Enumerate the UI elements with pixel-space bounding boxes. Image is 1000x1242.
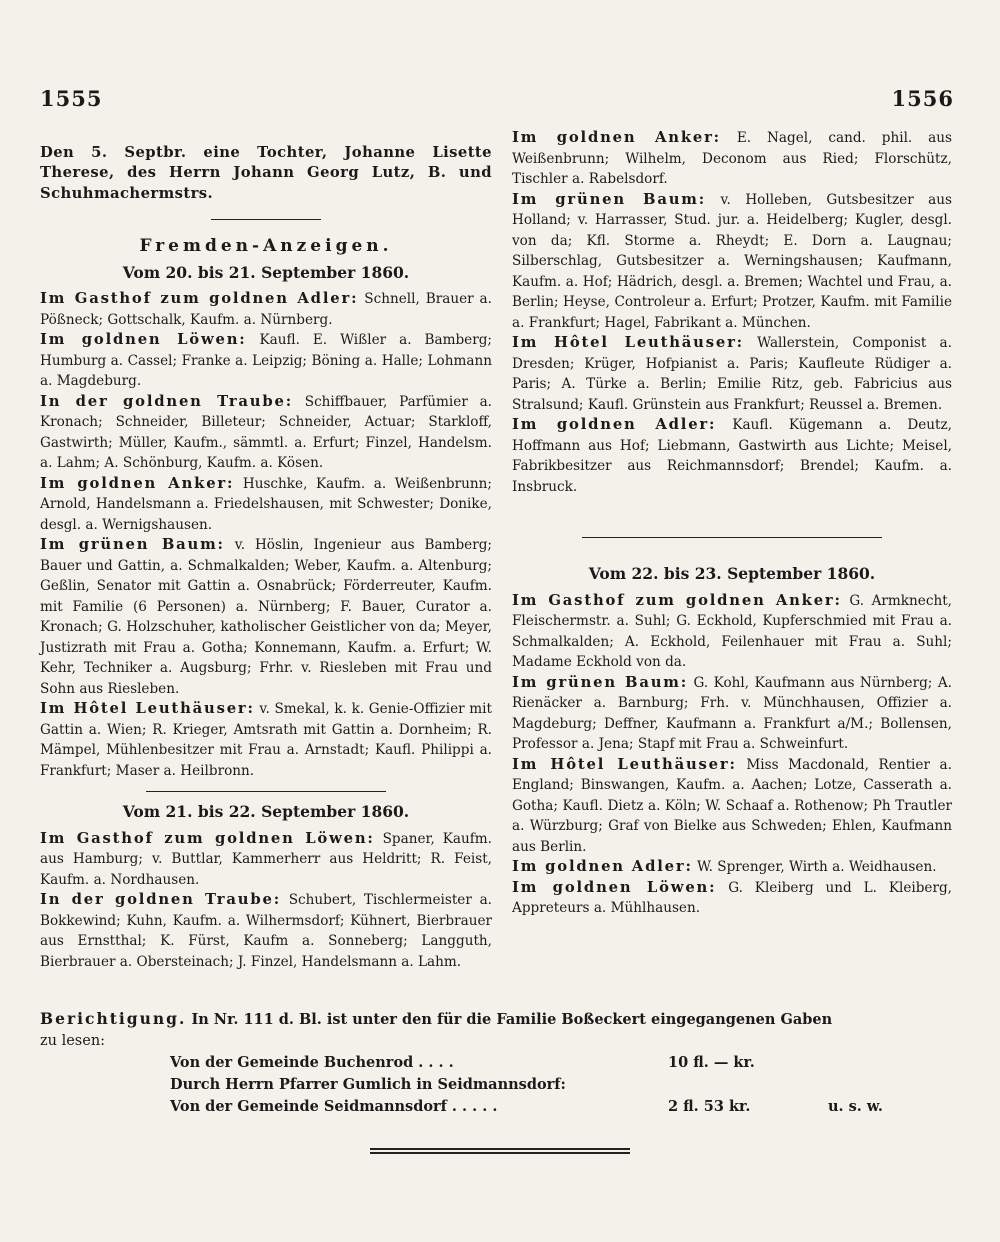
hotel-entry [40, 474, 492, 536]
hotel-entry [40, 890, 492, 972]
divider [582, 537, 882, 538]
date-heading: Vom 22. bis 23. September 1860. [588, 564, 876, 583]
correction-heading: Berichtigung. [40, 1009, 187, 1028]
donation-label: Von der Gemeinde Seidmannsdorf . . . . . [170, 1098, 498, 1115]
guest-list: Kaufl. Kügemann a. Deutz, Hoffmann aus Hof; Liebmann, Gastwirth aus Lichte; Meisel, Fabrikbesitzer aus Reichmannsdorf; Brendel; Kaufm. a. Insbruck. [512, 417, 953, 495]
donation-line [40, 1052, 960, 1074]
guest-list: Schnell, Brauer a. Pößneck; Gottschalk, Kaufm. a. Nürnberg. [40, 291, 492, 328]
hotel-name: Im goldnen Adler: [512, 416, 717, 433]
donation-amount: 2 fl. 53 kr. [668, 1098, 751, 1115]
donation-line [40, 1096, 960, 1118]
hotel-name: In der goldnen Traube: [40, 392, 293, 410]
donation-label: Von der Gemeinde Buchenrod . . . . [170, 1054, 454, 1071]
guest-list: G. Armknecht, Fleischermstr. a. Suhl; G. Eckhold, Kupferschmied mit Frau a. Schmalkalden; A. Eckhold, Feilenhauer mit Frau a. Suhl; Madame Eckhold von da. [512, 592, 952, 670]
hotel-name: Im Hôtel Leuthäuser: [40, 700, 255, 718]
correction-text: In Nr. 111 d. Bl. ist unter den für die Familie Boßeckert eingegangenen Gaben [186, 1011, 833, 1028]
guest-list: Schubert, Tischlermeister a. Bokkewind; Kuhn, Kaufm. a. Wilhermsdorf; Kühnert, Bierbrauer aus Ernstthal; K. Fürst, Kaufm a. Sonneberg; Langguth, Bierbrauer a. Obersteinach; J. Finzel, Handelsmann a. Lahm. [40, 892, 492, 970]
hotel-entry [40, 289, 492, 330]
date-heading: Vom 20. bis 21. September 1860. [122, 262, 410, 282]
birth-notice: Den 5. Septbr. eine Tochter, Johanne Lisette Therese, des Herrn Johann Georg Lutz, B. und Schuhmachermstrs. [40, 143, 492, 202]
guest-list: Miss Macdonald, Rentier a. England; Binswangen, Kaufm. a. Aachen; Lotze, Casserath a. Gotha; Kaufl. Dietz a. Köln; W. Schaaf a. Rothenow; Ph Trautler a. Würzburg; Graf von Bielke aus Schweden; Ehlen, Kaufmann aus Berlin. [512, 756, 952, 855]
donation-amount: 10 fl. — kr. [668, 1054, 755, 1071]
hotel-name: Im goldnen Löwen: [40, 331, 247, 349]
correction-notice [40, 1008, 960, 1031]
hotel-entry [512, 591, 952, 673]
hotel-name: Im Hôtel Leuthäuser: [512, 334, 744, 351]
right-column [512, 128, 952, 919]
hotel-name: Im grünen Baum: [40, 536, 225, 554]
hotel-entry [512, 673, 952, 755]
hotel-entry [512, 415, 952, 497]
guest-list: G. Kleiberg und L. Kleiberg, Appreteurs a. Mühlhausen. [512, 879, 952, 916]
guest-list: Huschke, Kaufm. a. Weißenbrunn; Arnold, Handelsmann a. Friedelshausen, mit Schwester; Donike, desgl. a. Wernigshausen. [40, 475, 492, 533]
donation-amount [668, 1074, 828, 1096]
divider [146, 791, 386, 792]
section-title: Fremden-Anzeigen. [139, 236, 393, 257]
guest-list: v. Höslin, Ingenieur aus Bamberg; Bauer und Gattin, a. Schmalkalden; Weber, Kaufm. a. Altenburg; Geßlin, Senator mit Gattin a. Osnabrück; Förderreuter, Kaufm. mit Familie (6 Personen) a. Nürnberg; F. Bauer, Curator a. Kronach; G. Holzschuher, katholischer Geistlicher von da; Meyer, Justizrath mit Frau a. Gotha; Konnemann, Kaufm. a. Erfurt; W. Kehr, Techniker a. Augsburg; Frhr. v. Riesleben mit Frau und Sohn aus Riesleben. [40, 537, 492, 697]
donation-line [40, 1074, 960, 1096]
hotel-name: Im goldnen Adler: [512, 858, 693, 875]
hotel-name: Im goldnen Anker: [512, 129, 721, 146]
closing-double-rule [370, 1148, 630, 1154]
guest-list: v. Smekal, k. k. Genie-Offizier mit Gattin a. Wien; R. Krieger, Amtsrath mit Gattin a. Dornheim; R. Mämpel, Mühlenbesitzer mit Frau a. Arnstadt; Kaufl. Philippi a. Frankfurt; Maser a. Heilbronn. [40, 701, 492, 779]
hotel-name: Im goldnen Anker: [40, 474, 235, 492]
donation-label: Durch Herrn Pfarrer Gumlich in Seidmannsdorf: [170, 1076, 566, 1093]
page-number-right: 1556 [891, 86, 954, 111]
hotel-name: Im grünen Baum: [512, 673, 689, 691]
donation-extra [828, 1074, 938, 1096]
guest-list: Wallerstein, Componist a. Dresden; Krüger, Hofpianist a. Paris; Kaufleute Rüdiger a. Paris; A. Türke a. Berlin; Emilie Ritz, geb. Fabricius aus Stralsund; Kaufl. Grünstein aus Frankfurt; Reussel a. Bremen. [512, 335, 952, 413]
guest-list: E. Nagel, cand. phil. aus Weißenbrunn; Wilhelm, Deconom aus Ried; Florschütz, Tischler a. Rabelsdorf. [512, 130, 952, 187]
hotel-entry [40, 330, 492, 392]
hotel-entry [40, 392, 492, 474]
correction-section [40, 1008, 960, 1154]
guest-list: v. Holleben, Gutsbesitzer aus Holland; v. Harrasser, Stud. jur. a. Heidelberg; Kugler, desgl. von da; Kfl. Storme a. Rheydt; E. Dorn a. Laugnau; Silberschlag, Gutsbesitzer a. Werningshausen; Kaufmann, Kaufm. a. Hof; Hädrich, desgl. a. Bremen; Wachtel und Frau, a. Berlin; Heyse, Controleur a. Erfurt; Protzer, Kaufm. mit Familie a. Frankfurt; Hagel, Fabrikant a. München. [512, 191, 953, 331]
hotel-entry [512, 333, 952, 415]
correction-continuation: zu lesen: [40, 1033, 106, 1049]
left-column [40, 128, 492, 972]
hotel-entry [512, 857, 952, 878]
hotel-name: Im goldnen Löwen: [512, 878, 717, 896]
hotel-entry [40, 699, 492, 781]
guest-list: Kaufl. E. Wißler a. Bamberg; Humburg a. Cassel; Franke a. Leipzig; Böning a. Halle; Lohmann a. Magdeburg. [40, 332, 492, 390]
hotel-name: Im Gasthof zum goldnen Adler: [40, 290, 359, 308]
guest-list: Schiffbauer, Parfümier a. Kronach; Schneider, Billeteur; Schneider, Actuar; Starkloff, Gastwirth; Müller, Kaufm., sämmtl. a. Erfurt; Finzel, Handelsm. a. Lahm; A. Schönburg, Kaufm. a. Kösen. [40, 393, 493, 472]
hotel-name: Im Gasthof zum goldnen Anker: [512, 591, 842, 609]
guest-list: G. Kohl, Kaufmann aus Nürnberg; A. Rienäcker a. Barnburg; Frh. v. Münchhausen, Offizier a. Magdeburg; Deffner, Kaufmann a. Frankfurt a/M.; Bollensen, Professor a. Jena; Stapf mit Frau a. Schweinfurt. [512, 674, 952, 752]
hotel-entry [512, 128, 952, 190]
hotel-entry [40, 535, 492, 699]
guest-list: W. Sprenger, Wirth a. Weidhausen. [692, 859, 937, 875]
hotel-entry [40, 829, 492, 891]
hotel-entry [512, 755, 952, 858]
hotel-name: Im grünen Baum: [512, 190, 706, 208]
page-number-left: 1555 [40, 86, 103, 111]
donation-extra: u. s. w. [828, 1098, 883, 1115]
hotel-entry [512, 878, 952, 919]
divider [211, 219, 321, 220]
hotel-name: In der goldnen Traube: [40, 891, 281, 909]
hotel-name: Im Hôtel Leuthäuser: [512, 755, 737, 773]
hotel-entry [512, 190, 952, 334]
donation-extra [828, 1052, 938, 1074]
guest-list: Spaner, Kaufm. aus Hamburg; v. Buttlar, Kammerherr aus Heldritt; R. Feist, Kaufm. a. Nordhausen. [40, 830, 492, 888]
hotel-name: Im Gasthof zum goldnen Löwen: [40, 829, 375, 847]
date-heading: Vom 21. bis 22. September 1860. [122, 802, 410, 822]
